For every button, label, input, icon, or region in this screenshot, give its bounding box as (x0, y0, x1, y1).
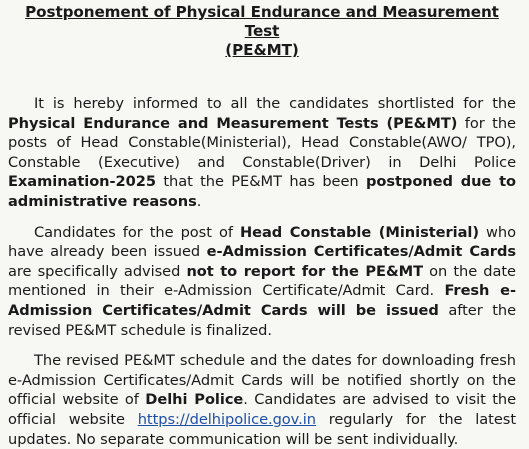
para1-bold1: Physical Endurance and Measurement Tests (PE&MT) (8, 114, 458, 132)
para2-bold3: not to report for the PE&MT (186, 262, 424, 280)
para3-text3: regularly for the latest updates. No separate communication will be sent individually. (8, 410, 516, 448)
notice-title-line2: (PE&MT) (225, 41, 299, 59)
paragraph-revised-schedule (8, 351, 516, 449)
para3-text1: The revised PE&MT schedule and the dates for downloading fresh e-Admission Certificates/Admit Cards will be notified shortly on the official website of (8, 352, 516, 409)
para2-bold1: Head Constable (Ministerial) (240, 223, 479, 241)
para1-text2: for the posts of Head Constable(Ministerial), Head Constable(AWO/ TPO), Constable (Executive) and Constable(Driver) in Delhi Police (8, 114, 516, 171)
para1-text1: It is hereby informed to all the candidates shortlisted for the (34, 95, 516, 112)
para2-text2: who have already been issued (8, 223, 516, 261)
para1-text3: that the PE&MT has been (155, 173, 366, 191)
notice-title-line1: Postponement of Physical Endurance and Measurement Test (25, 3, 499, 40)
para2-bold2: e-Admission Certificates/Admit Cards (206, 243, 516, 261)
para2-text5: after the revised PE&MT schedule is finalized. (8, 301, 516, 339)
paragraph-postponement (8, 94, 516, 212)
para1-text4: . (196, 192, 202, 210)
para3-bold1: Delhi Police (145, 391, 244, 409)
para3-text2: . Candidates are advised to visit the official website (8, 391, 516, 428)
delhi-police-website-link[interactable]: https://delhipolice.gov.in (137, 410, 316, 428)
para2-text3: are specifically advised (8, 262, 187, 280)
para1-bold2: Examination-2025 (8, 173, 156, 191)
para2-text1: Candidates for the post of (34, 223, 240, 241)
para1-bold3: postponed due to administrative reasons (8, 173, 516, 210)
paragraph-admit-cards (8, 223, 516, 341)
para2-bold4: Fresh e-Admission Certificates/Admit Cards will be issued (8, 282, 516, 319)
notice-title (8, 3, 516, 60)
para2-text4: on the date mentioned in their e-Admission Certificate/Admit Card. (8, 262, 516, 300)
